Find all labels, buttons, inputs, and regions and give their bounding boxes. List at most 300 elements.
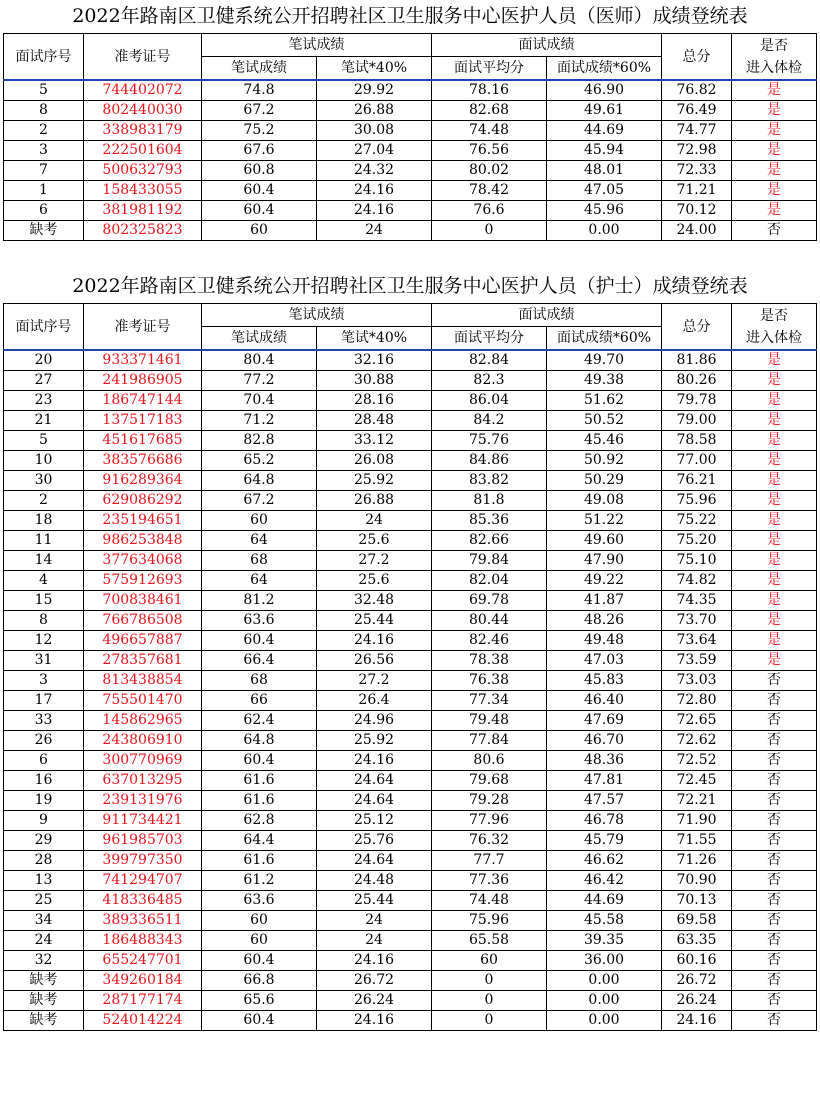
written-cell: 60.4 xyxy=(202,201,317,221)
interview60-cell: 47.81 xyxy=(547,771,662,791)
interview-avg-cell: 82.84 xyxy=(432,350,547,371)
total-cell: 75.10 xyxy=(662,551,732,571)
interview-avg-cell: 82.68 xyxy=(432,101,547,121)
interview60-cell: 48.01 xyxy=(547,161,662,181)
total-cell: 24.16 xyxy=(662,1011,732,1031)
interview60-cell: 44.69 xyxy=(547,121,662,141)
table-row xyxy=(4,671,817,691)
interview-avg-cell: 76.38 xyxy=(432,671,547,691)
interview-avg-cell: 77.36 xyxy=(432,871,547,891)
interview60-cell: 48.36 xyxy=(547,751,662,771)
seq-cell: 13 xyxy=(4,871,84,891)
interview60-cell: 50.52 xyxy=(547,411,662,431)
seq-cell: 6 xyxy=(4,751,84,771)
header-interview-avg: 面试平均分 xyxy=(432,57,547,81)
table-row xyxy=(4,691,817,711)
written-cell: 60.4 xyxy=(202,951,317,971)
written-cell: 60 xyxy=(202,911,317,931)
ticket-cell: 802325823 xyxy=(84,221,202,241)
header-total: 总分 xyxy=(662,34,732,81)
written40-cell: 28.16 xyxy=(317,391,432,411)
written-cell: 66.8 xyxy=(202,971,317,991)
physical-exam-cell: 否 xyxy=(732,771,817,791)
total-cell: 72.52 xyxy=(662,751,732,771)
header-interview-group: 面试成绩 xyxy=(432,304,662,327)
physical-exam-cell: 否 xyxy=(732,851,817,871)
physical-exam-cell: 是 xyxy=(732,451,817,471)
written40-cell: 24.96 xyxy=(317,711,432,731)
written-cell: 66 xyxy=(202,691,317,711)
written40-cell: 30.08 xyxy=(317,121,432,141)
interview60-cell: 49.60 xyxy=(547,531,662,551)
physical-exam-cell: 是 xyxy=(732,611,817,631)
ticket-cell: 338983179 xyxy=(84,121,202,141)
physical-exam-cell: 是 xyxy=(732,121,817,141)
physical-exam-cell: 是 xyxy=(732,181,817,201)
total-cell: 77.00 xyxy=(662,451,732,471)
written40-cell: 26.88 xyxy=(317,491,432,511)
table-row xyxy=(4,651,817,671)
total-cell: 72.21 xyxy=(662,791,732,811)
ticket-cell: 986253848 xyxy=(84,531,202,551)
interview-avg-cell: 86.04 xyxy=(432,391,547,411)
seq-cell: 28 xyxy=(4,851,84,871)
interview60-cell: 49.70 xyxy=(547,350,662,371)
table-row xyxy=(4,831,817,851)
interview-avg-cell: 78.38 xyxy=(432,651,547,671)
seq-cell: 2 xyxy=(4,491,84,511)
total-cell: 71.26 xyxy=(662,851,732,871)
interview-avg-cell: 79.84 xyxy=(432,551,547,571)
written-cell: 67.6 xyxy=(202,141,317,161)
table-row xyxy=(4,551,817,571)
table-row xyxy=(4,891,817,911)
written40-cell: 33.12 xyxy=(317,431,432,451)
interview60-cell: 41.87 xyxy=(547,591,662,611)
written-cell: 60.8 xyxy=(202,161,317,181)
table-row xyxy=(4,951,817,971)
total-cell: 75.96 xyxy=(662,491,732,511)
table-row xyxy=(4,971,817,991)
header-physical-exam xyxy=(732,304,817,351)
interview-avg-cell: 69.78 xyxy=(432,591,547,611)
table-row xyxy=(4,371,817,391)
seq-cell: 2 xyxy=(4,121,84,141)
table-row xyxy=(4,221,817,241)
total-cell: 24.00 xyxy=(662,221,732,241)
physical-exam-cell: 是 xyxy=(732,631,817,651)
table-row xyxy=(4,411,817,431)
written40-cell: 26.4 xyxy=(317,691,432,711)
total-cell: 78.58 xyxy=(662,431,732,451)
written-cell: 60 xyxy=(202,931,317,951)
physical-exam-cell: 是 xyxy=(732,531,817,551)
total-cell: 71.55 xyxy=(662,831,732,851)
seq-cell: 8 xyxy=(4,101,84,121)
interview-avg-cell: 77.34 xyxy=(432,691,547,711)
interview-avg-cell: 82.66 xyxy=(432,531,547,551)
table-row xyxy=(4,711,817,731)
header-written: 笔试成绩 xyxy=(202,327,317,351)
physical-exam-cell: 否 xyxy=(732,811,817,831)
written-cell: 60 xyxy=(202,511,317,531)
written40-cell: 30.88 xyxy=(317,371,432,391)
written40-cell: 24.64 xyxy=(317,791,432,811)
table-row xyxy=(4,161,817,181)
physical-exam-cell: 否 xyxy=(732,931,817,951)
ticket-cell: 500632793 xyxy=(84,161,202,181)
header-ticket: 准考证号 xyxy=(84,304,202,351)
physical-exam-cell: 是 xyxy=(732,511,817,531)
interview60-cell: 45.83 xyxy=(547,671,662,691)
ticket-cell: 349260184 xyxy=(84,971,202,991)
seq-cell: 27 xyxy=(4,371,84,391)
seq-cell: 4 xyxy=(4,571,84,591)
total-cell: 74.77 xyxy=(662,121,732,141)
seq-cell: 19 xyxy=(4,791,84,811)
total-cell: 71.21 xyxy=(662,181,732,201)
interview-avg-cell: 81.8 xyxy=(432,491,547,511)
written-cell: 68 xyxy=(202,671,317,691)
seq-cell: 17 xyxy=(4,691,84,711)
doctor-table-body xyxy=(4,80,817,241)
interview60-cell: 45.58 xyxy=(547,911,662,931)
interview-avg-cell: 0 xyxy=(432,991,547,1011)
header-written-40: 笔试*40% xyxy=(317,57,432,81)
interview-avg-cell: 77.96 xyxy=(432,811,547,831)
interview-avg-cell: 78.16 xyxy=(432,80,547,101)
interview60-cell: 51.62 xyxy=(547,391,662,411)
written40-cell: 25.6 xyxy=(317,531,432,551)
header-seq: 面试序号 xyxy=(4,304,84,351)
header-written-group: 笔试成绩 xyxy=(202,34,432,57)
table-row xyxy=(4,751,817,771)
written40-cell: 24.16 xyxy=(317,181,432,201)
total-cell: 26.24 xyxy=(662,991,732,1011)
total-cell: 69.58 xyxy=(662,911,732,931)
seq-cell: 7 xyxy=(4,161,84,181)
ticket-cell: 243806910 xyxy=(84,731,202,751)
ticket-cell: 278357681 xyxy=(84,651,202,671)
physical-exam-cell: 否 xyxy=(732,671,817,691)
total-cell: 26.72 xyxy=(662,971,732,991)
written-cell: 64 xyxy=(202,531,317,551)
interview60-cell: 47.57 xyxy=(547,791,662,811)
total-cell: 76.82 xyxy=(662,80,732,101)
written40-cell: 26.24 xyxy=(317,991,432,1011)
physical-exam-cell: 否 xyxy=(732,991,817,1011)
seq-cell: 33 xyxy=(4,711,84,731)
header-written-group: 笔试成绩 xyxy=(202,304,432,327)
table-row xyxy=(4,80,817,101)
header-exam-line1: 是否 xyxy=(760,37,788,54)
interview-avg-cell: 76.56 xyxy=(432,141,547,161)
ticket-cell: 235194651 xyxy=(84,511,202,531)
header-interview-60: 面试成绩*60% xyxy=(547,57,662,81)
written40-cell: 24 xyxy=(317,911,432,931)
total-cell: 72.45 xyxy=(662,771,732,791)
total-cell: 72.80 xyxy=(662,691,732,711)
table-row xyxy=(4,871,817,891)
table-row xyxy=(4,571,817,591)
physical-exam-cell: 是 xyxy=(732,591,817,611)
total-cell: 80.26 xyxy=(662,371,732,391)
written-cell: 77.2 xyxy=(202,371,317,391)
physical-exam-cell: 否 xyxy=(732,731,817,751)
physical-exam-cell: 是 xyxy=(732,491,817,511)
written40-cell: 27.2 xyxy=(317,671,432,691)
written-cell: 64.8 xyxy=(202,471,317,491)
seq-cell: 20 xyxy=(4,350,84,371)
ticket-cell: 158433055 xyxy=(84,181,202,201)
interview60-cell: 0.00 xyxy=(547,971,662,991)
written40-cell: 26.72 xyxy=(317,971,432,991)
written40-cell: 25.6 xyxy=(317,571,432,591)
interview-avg-cell: 75.96 xyxy=(432,911,547,931)
ticket-cell: 911734421 xyxy=(84,811,202,831)
seq-cell: 23 xyxy=(4,391,84,411)
seq-cell: 1 xyxy=(4,181,84,201)
written-cell: 74.8 xyxy=(202,80,317,101)
ticket-cell: 399797350 xyxy=(84,851,202,871)
total-cell: 72.65 xyxy=(662,711,732,731)
physical-exam-cell: 否 xyxy=(732,221,817,241)
seq-cell: 缺考 xyxy=(4,1011,84,1031)
header-interview-avg: 面试平均分 xyxy=(432,327,547,351)
ticket-cell: 287177174 xyxy=(84,991,202,1011)
total-cell: 76.21 xyxy=(662,471,732,491)
total-cell: 72.33 xyxy=(662,161,732,181)
written40-cell: 24.48 xyxy=(317,871,432,891)
total-cell: 72.62 xyxy=(662,731,732,751)
physical-exam-cell: 否 xyxy=(732,791,817,811)
interview60-cell: 47.90 xyxy=(547,551,662,571)
seq-cell: 10 xyxy=(4,451,84,471)
interview60-cell: 45.79 xyxy=(547,831,662,851)
interview60-cell: 46.90 xyxy=(547,80,662,101)
ticket-cell: 451617685 xyxy=(84,431,202,451)
interview60-cell: 50.92 xyxy=(547,451,662,471)
interview-avg-cell: 74.48 xyxy=(432,891,547,911)
physical-exam-cell: 是 xyxy=(732,371,817,391)
total-cell: 60.16 xyxy=(662,951,732,971)
written40-cell: 26.88 xyxy=(317,101,432,121)
interview60-cell: 39.35 xyxy=(547,931,662,951)
interview-avg-cell: 82.46 xyxy=(432,631,547,651)
total-cell: 72.98 xyxy=(662,141,732,161)
nurse-table-body xyxy=(4,350,817,1031)
physical-exam-cell: 是 xyxy=(732,201,817,221)
seq-cell: 11 xyxy=(4,531,84,551)
physical-exam-cell: 否 xyxy=(732,831,817,851)
table-row xyxy=(4,350,817,371)
interview60-cell: 48.26 xyxy=(547,611,662,631)
interview60-cell: 49.48 xyxy=(547,631,662,651)
interview60-cell: 36.00 xyxy=(547,951,662,971)
interview60-cell: 47.05 xyxy=(547,181,662,201)
ticket-cell: 418336485 xyxy=(84,891,202,911)
written40-cell: 24.64 xyxy=(317,771,432,791)
table-row xyxy=(4,991,817,1011)
table-row xyxy=(4,851,817,871)
interview60-cell: 47.03 xyxy=(547,651,662,671)
ticket-cell: 802440030 xyxy=(84,101,202,121)
table-row xyxy=(4,101,817,121)
written40-cell: 25.76 xyxy=(317,831,432,851)
written40-cell: 28.48 xyxy=(317,411,432,431)
table-row xyxy=(4,611,817,631)
ticket-cell: 381981192 xyxy=(84,201,202,221)
total-cell: 71.90 xyxy=(662,811,732,831)
seq-cell: 26 xyxy=(4,731,84,751)
table-row xyxy=(4,931,817,951)
table-row xyxy=(4,511,817,531)
table-row xyxy=(4,121,817,141)
header-written: 笔试成绩 xyxy=(202,57,317,81)
interview60-cell: 46.42 xyxy=(547,871,662,891)
interview-avg-cell: 77.84 xyxy=(432,731,547,751)
written-cell: 61.2 xyxy=(202,871,317,891)
interview-avg-cell: 60 xyxy=(432,951,547,971)
physical-exam-cell: 是 xyxy=(732,141,817,161)
header-interview-60: 面试成绩*60% xyxy=(547,327,662,351)
interview-avg-cell: 79.48 xyxy=(432,711,547,731)
written40-cell: 27.2 xyxy=(317,551,432,571)
physical-exam-cell: 否 xyxy=(732,751,817,771)
written-cell: 82.8 xyxy=(202,431,317,451)
table-row xyxy=(4,181,817,201)
seq-cell: 14 xyxy=(4,551,84,571)
table-row xyxy=(4,471,817,491)
seq-cell: 3 xyxy=(4,141,84,161)
total-cell: 70.12 xyxy=(662,201,732,221)
ticket-cell: 629086292 xyxy=(84,491,202,511)
ticket-cell: 637013295 xyxy=(84,771,202,791)
physical-exam-cell: 是 xyxy=(732,161,817,181)
ticket-cell: 383576686 xyxy=(84,451,202,471)
interview-avg-cell: 80.6 xyxy=(432,751,547,771)
table-row xyxy=(4,591,817,611)
written40-cell: 27.04 xyxy=(317,141,432,161)
ticket-cell: 744402072 xyxy=(84,80,202,101)
header-exam-line2: 进入体检 xyxy=(746,329,802,346)
ticket-cell: 241986905 xyxy=(84,371,202,391)
seq-cell: 25 xyxy=(4,891,84,911)
table-row xyxy=(4,771,817,791)
ticket-cell: 145862965 xyxy=(84,711,202,731)
written40-cell: 25.44 xyxy=(317,891,432,911)
written40-cell: 24.16 xyxy=(317,751,432,771)
total-cell: 73.70 xyxy=(662,611,732,631)
doctor-table-title: 2022年路南区卫健系统公开招聘社区卫生服务中心医护人员（医师）成绩登统表 xyxy=(72,5,748,27)
written40-cell: 29.92 xyxy=(317,80,432,101)
written40-cell: 25.92 xyxy=(317,731,432,751)
written-cell: 61.6 xyxy=(202,851,317,871)
interview-avg-cell: 78.42 xyxy=(432,181,547,201)
physical-exam-cell: 否 xyxy=(732,1011,817,1031)
ticket-cell: 389336511 xyxy=(84,911,202,931)
header-written-40: 笔试*40% xyxy=(317,327,432,351)
interview-avg-cell: 0 xyxy=(432,221,547,241)
written-cell: 64.4 xyxy=(202,831,317,851)
interview-avg-cell: 76.32 xyxy=(432,831,547,851)
written40-cell: 32.16 xyxy=(317,350,432,371)
total-cell: 63.35 xyxy=(662,931,732,951)
header-seq: 面试序号 xyxy=(4,34,84,81)
total-cell: 75.22 xyxy=(662,511,732,531)
interview60-cell: 0.00 xyxy=(547,1011,662,1031)
physical-exam-cell: 否 xyxy=(732,691,817,711)
physical-exam-cell: 是 xyxy=(732,391,817,411)
interview60-cell: 46.40 xyxy=(547,691,662,711)
ticket-cell: 916289364 xyxy=(84,471,202,491)
seq-cell: 5 xyxy=(4,431,84,451)
table-row xyxy=(4,141,817,161)
physical-exam-cell: 是 xyxy=(732,431,817,451)
seq-cell: 12 xyxy=(4,631,84,651)
ticket-cell: 377634068 xyxy=(84,551,202,571)
physical-exam-cell: 否 xyxy=(732,911,817,931)
total-cell: 74.35 xyxy=(662,591,732,611)
ticket-cell: 496657887 xyxy=(84,631,202,651)
written40-cell: 26.08 xyxy=(317,451,432,471)
interview60-cell: 45.96 xyxy=(547,201,662,221)
table-row xyxy=(4,201,817,221)
table-row xyxy=(4,791,817,811)
seq-cell: 8 xyxy=(4,611,84,631)
interview60-cell: 46.78 xyxy=(547,811,662,831)
written40-cell: 24 xyxy=(317,511,432,531)
interview-avg-cell: 65.58 xyxy=(432,931,547,951)
interview60-cell: 45.46 xyxy=(547,431,662,451)
interview-avg-cell: 84.2 xyxy=(432,411,547,431)
written-cell: 64.8 xyxy=(202,731,317,751)
written-cell: 64 xyxy=(202,571,317,591)
physical-exam-cell: 否 xyxy=(732,951,817,971)
ticket-cell: 813438854 xyxy=(84,671,202,691)
interview60-cell: 46.62 xyxy=(547,851,662,871)
written40-cell: 25.44 xyxy=(317,611,432,631)
table-row xyxy=(4,631,817,651)
written40-cell: 24.16 xyxy=(317,631,432,651)
ticket-cell: 766786508 xyxy=(84,611,202,631)
interview-avg-cell: 75.76 xyxy=(432,431,547,451)
interview-avg-cell: 77.7 xyxy=(432,851,547,871)
ticket-cell: 186747144 xyxy=(84,391,202,411)
seq-cell: 缺考 xyxy=(4,971,84,991)
interview-avg-cell: 79.68 xyxy=(432,771,547,791)
written-cell: 68 xyxy=(202,551,317,571)
interview-avg-cell: 74.48 xyxy=(432,121,547,141)
written40-cell: 24 xyxy=(317,931,432,951)
written40-cell: 24.64 xyxy=(317,851,432,871)
physical-exam-cell: 否 xyxy=(732,971,817,991)
ticket-cell: 222501604 xyxy=(84,141,202,161)
seq-cell: 15 xyxy=(4,591,84,611)
written-cell: 60.4 xyxy=(202,751,317,771)
table-row xyxy=(4,391,817,411)
written-cell: 62.8 xyxy=(202,811,317,831)
doctor-score-table xyxy=(3,33,817,241)
header-exam-line2: 进入体检 xyxy=(746,59,802,76)
interview-avg-cell: 76.6 xyxy=(432,201,547,221)
header-physical-exam xyxy=(732,34,817,81)
ticket-cell: 137517183 xyxy=(84,411,202,431)
total-cell: 76.49 xyxy=(662,101,732,121)
written40-cell: 24.32 xyxy=(317,161,432,181)
written40-cell: 25.12 xyxy=(317,811,432,831)
ticket-cell: 239131976 xyxy=(84,791,202,811)
